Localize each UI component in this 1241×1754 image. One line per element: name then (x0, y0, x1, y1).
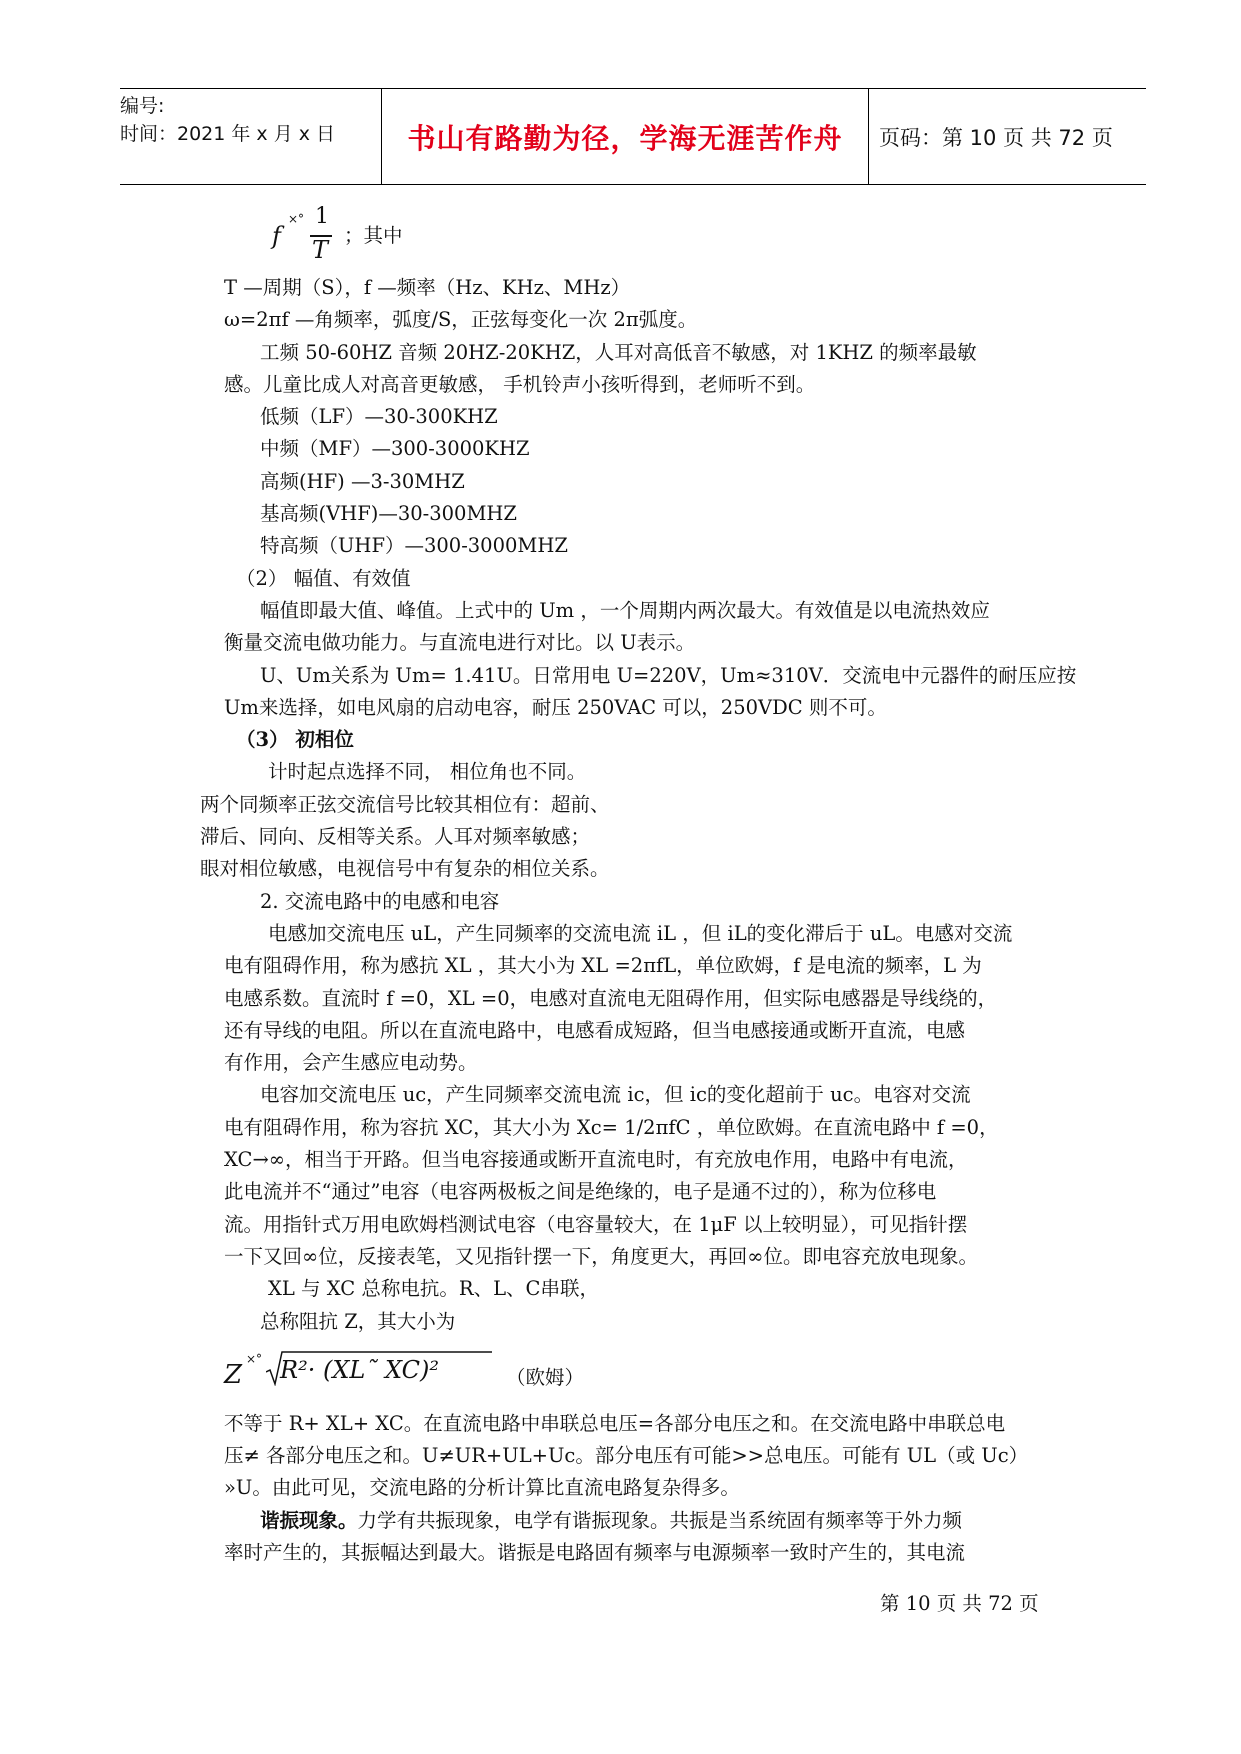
paragraph-line: 电有阻碍作用，称为容抗 XC，其大小为 Xc= 1/2πfC ，单位欧姆。在直流电路中 f =0， (224, 1115, 999, 1139)
paragraph-line: 总称阻抗 Z，其大小为 (260, 1309, 456, 1333)
paragraph-line: 衡量交流电做功能力。与直流电进行对比。以 U表示。 (224, 631, 696, 655)
formula-f-operator: ×° (288, 212, 305, 226)
paragraph-line: »U。由此可见，交流电路的分析计算比直流电路复杂得多。 (224, 1476, 740, 1500)
page-footer: 第 10 页 共 72 页 (880, 1592, 1039, 1615)
paragraph-line: 电感加交流电压 uL，产生同频率的交流电流 iL ，但 iL的变化滞后于 uL。电感对交流 (268, 921, 1013, 945)
page-header (120, 88, 1146, 185)
paragraph-line: 眼对相位敏感，电视信号中有复杂的相位关系。 (200, 857, 610, 881)
frequency-formula (224, 190, 1044, 272)
paragraph-line: 滞后、同向、反相等关系。人耳对频率敏感； (200, 825, 591, 849)
header-motto: 书山有路勤为径，学海无涯苦作舟 (382, 89, 869, 184)
paragraph-line: 中频（MF）—300-3000KHZ (260, 437, 530, 461)
formula-f-denominator: T (312, 236, 329, 264)
paragraph-line: 流。用指针式万用电欧姆档测试电容（电容量较大，在 1μF 以上较明显），可见指针摆 (224, 1212, 968, 1236)
formula-z-operator: ×° (246, 1351, 263, 1366)
formula-z-expression: R²· (XL˜ XC)² (280, 1355, 439, 1384)
formula-f-numerator: 1 (315, 204, 329, 229)
paragraph-line: T —周期（S），f —频率（Hz、KHz、MHz） (224, 276, 631, 299)
paragraph-line: 计时起点选择不同， 相位角也不同。 (268, 760, 587, 784)
section-heading: （3） 初相位 (236, 728, 354, 752)
paragraph-line: 电容加交流电压 uc，产生同频率交流电流 ic，但 ic的变化超前于 uc。电容对交流 (260, 1083, 971, 1107)
paragraph-line: 两个同频率正弦交流信号比较其相位有：超前、 (200, 792, 610, 816)
paragraph-line: 电感系数。直流时 f =0，XL =0，电感对直流电无阻碍作用，但实际电感器是导线绕的， (224, 986, 998, 1010)
paragraph-line: U、Um关系为 Um= 1.41U。日常用电 U=220V，Um≈310V．交流电中元器件的耐压应按 (260, 663, 1077, 687)
paragraph-line: 感。儿童比成人对高音更敏感， 手机铃声小孩听得到，老师听不到。 (224, 372, 816, 396)
resonance-text: 力学有共振现象，电学有谐振现象。共振是当系统固有频率等于外力频 (357, 1508, 963, 1532)
paragraph-line: 不等于 R+ XL+ XC。在直流电路中串联总电压=各部分电压之和。在交流电路中串联总电 (224, 1411, 1006, 1435)
header-page-info: 页码：第 10 页 共 72 页 (879, 125, 1113, 150)
paragraph-line: 此电流并不“通过”电容（电容两极板之间是绝缘的，电子是通不过的），称为位移电 (224, 1180, 937, 1204)
paragraph-line: Um来选择，如电风扇的启动电容，耐压 250VAC 可以，250VDC 则不可。 (224, 695, 887, 719)
document-date: 时间：2021 年 x 月 x 日 (120, 123, 336, 145)
paragraph-line: XL 与 XC 总称电抗。R、L、C串联， (268, 1277, 599, 1301)
paragraph-line: 一下又回∞位，反接表笔，又见指针摆一下，角度更大，再回∞位。即电容充放电现象。 (224, 1244, 978, 1268)
paragraph-line: 高频(HF) —3-30MHZ (260, 469, 465, 493)
paragraph-line: 低频（LF）—30-300KHZ (260, 405, 498, 429)
formula-f-lhs: f (272, 222, 281, 250)
formula-f-note: ；其中 (344, 224, 403, 247)
formula-z-note: （欧姆） (506, 1365, 585, 1389)
paragraph-line: 率时产生的，其振幅达到最大。谐振是电路固有频率与电源频率一致时产生的，其电流 (224, 1540, 966, 1564)
resonance-term: 谐振现象。 (260, 1508, 358, 1532)
paragraph-line: 电有阻碍作用，称为感抗 XL ，其大小为 XL =2πfL，单位欧姆，f 是电流的频率，L 为 (224, 954, 982, 978)
paragraph-line: 幅值即最大值、峰值。上式中的 Um ，一个周期内两次最大。有效值是以电流热效应 (260, 598, 990, 622)
paragraph-line: XC→∞，相当于开路。但当电容接通或断开直流电时，有充放电作用，电路中有电流， (224, 1148, 968, 1172)
paragraph-line: 有作用，会产生感应电动势。 (224, 1051, 478, 1075)
paragraph-line: ω=2πf —角频率，弧度/S，正弦每变化一次 2π弧度。 (224, 308, 698, 332)
paragraph-line: 还有导线的电阻。所以在直流电路中，电感看成短路，但当电感接通或断开直流，电感 (224, 1018, 966, 1042)
paragraph-line: 压≠ 各部分电压之和。U≠UR+UL+Uc。部分电压有可能>>总电压。可能有 UL（或 Uc） (224, 1444, 1029, 1468)
section-heading: （2） 幅值、有效值 (236, 566, 411, 590)
paragraph-line: 基高频(VHF)—30-300MHZ (260, 502, 517, 526)
document-body (200, 190, 1077, 1569)
paragraph-line (224, 1505, 1044, 1537)
paragraph-line: 特高频（UHF）—300-3000MHZ (260, 534, 568, 558)
section-heading: 2. 交流电路中的电感和电容 (260, 889, 500, 913)
impedance-formula (224, 1342, 1044, 1408)
formula-z-lhs: Z (224, 1359, 243, 1390)
paragraph-line: 工频 50-60HZ 音频 20HZ-20KHZ，人耳对高低音不敏感，对 1KHZ 的频率最敏 (260, 340, 977, 364)
document-number-label: 编号: (120, 95, 165, 117)
header-meta (120, 89, 382, 184)
